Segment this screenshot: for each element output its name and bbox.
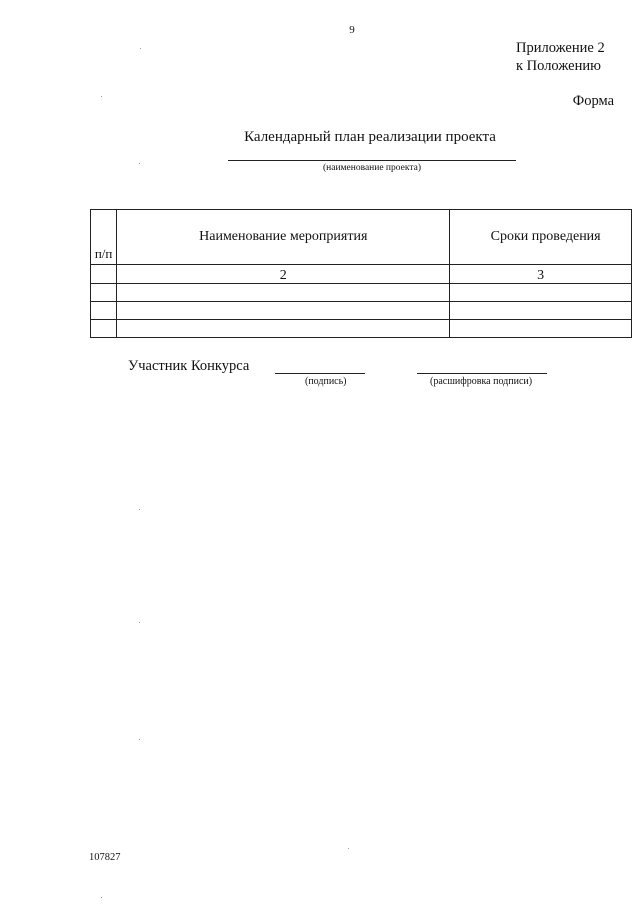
header-number: п/п bbox=[91, 210, 117, 265]
scan-speck bbox=[139, 509, 140, 510]
appendix-note bbox=[516, 39, 605, 75]
table-row bbox=[91, 320, 632, 338]
plan-table bbox=[90, 209, 632, 338]
table-cell bbox=[91, 302, 117, 320]
scan-speck bbox=[101, 897, 102, 898]
project-name-caption: (наименование проекта) bbox=[322, 163, 421, 173]
page-number: 9 bbox=[349, 24, 355, 36]
signature-decoding-caption: (расшифровка подписи) bbox=[430, 376, 533, 387]
scan-speck bbox=[139, 622, 140, 623]
scan-speck bbox=[101, 96, 102, 97]
column-number-row bbox=[91, 265, 632, 284]
table-cell bbox=[450, 302, 632, 320]
scan-speck bbox=[139, 163, 140, 164]
table-cell bbox=[91, 320, 117, 338]
table-cell bbox=[91, 284, 117, 302]
participant-label: Участник Конкурса bbox=[128, 358, 250, 374]
table-cell bbox=[450, 320, 632, 338]
appendix-line-1: Приложение 2 bbox=[516, 40, 605, 56]
form-label: Форма bbox=[572, 93, 614, 109]
header-event-name: Наименование мероприятия bbox=[117, 210, 450, 265]
appendix-line-2: к Положению bbox=[516, 58, 601, 74]
signature-line bbox=[275, 373, 365, 374]
scan-speck bbox=[139, 739, 140, 740]
signature-decoding-line bbox=[417, 373, 547, 374]
table-row bbox=[91, 302, 632, 320]
scan-speck bbox=[348, 848, 349, 849]
column-number-3: 3 bbox=[450, 265, 632, 284]
table-cell bbox=[117, 284, 450, 302]
scan-speck bbox=[140, 48, 141, 49]
table-cell bbox=[450, 284, 632, 302]
header-dates: Сроки проведения bbox=[450, 210, 632, 265]
footer-code: 107827 bbox=[89, 852, 121, 863]
table-header-row bbox=[91, 210, 632, 265]
project-name-line bbox=[228, 160, 516, 161]
document-title: Календарный план реализации проекта bbox=[244, 129, 496, 145]
signature-caption: (подпись) bbox=[305, 376, 347, 387]
column-number-2: 2 bbox=[117, 265, 450, 284]
table-cell bbox=[117, 320, 450, 338]
table-row bbox=[91, 284, 632, 302]
column-number-1 bbox=[91, 265, 117, 284]
table-cell bbox=[117, 302, 450, 320]
